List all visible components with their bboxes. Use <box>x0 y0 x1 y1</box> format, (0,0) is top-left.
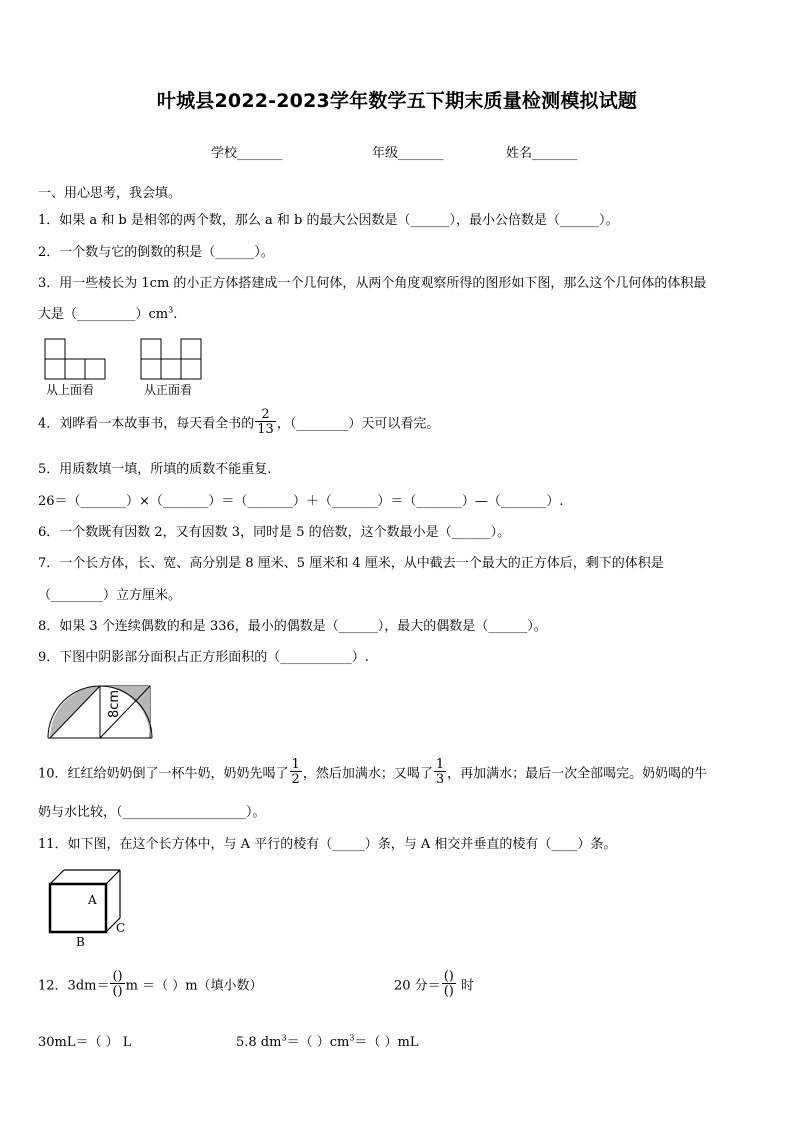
question-7-line1: 7．一个长方体，长、宽、高分别是 8 厘米、5 厘米和 4 厘米，从中截去一个最大的正方体后，剩下的体积是 <box>38 556 664 571</box>
q12-b-fraction <box>442 970 456 998</box>
school-field: 学校_______ <box>211 146 283 161</box>
label-a: A <box>88 893 97 907</box>
question-10-line2: 奶与水比较，（___________________）。 <box>38 805 266 820</box>
question-3-line2 <box>38 303 177 322</box>
question-9: 9．下图中阴影部分面积占正方形面积的（___________）. <box>38 650 369 665</box>
question-4 <box>38 408 439 436</box>
question-2: 2．一个数与它的倒数的积是（______）。 <box>38 245 274 260</box>
q4-rest: ，（________）天可以看完。 <box>276 416 440 432</box>
q3-end: . <box>173 307 178 322</box>
q10-fraction-2 <box>434 758 446 786</box>
q12-b-text: 20 分＝ <box>394 978 441 994</box>
q10-f2-denominator: 3 <box>435 772 445 787</box>
q12-b-rest: 时 <box>456 978 474 994</box>
q10-mid: ，然后加满水；又喝了 <box>302 766 433 782</box>
q12-d-sup1: 3 <box>281 1033 287 1043</box>
question-11: 11．如下图，在这个长方体中，与 A 平行的棱有（_____）条，与 A 相交并垂直的棱有（____）条。 <box>38 837 617 852</box>
q12-b-numerator: () <box>443 969 454 984</box>
q10-fraction-1 <box>290 758 302 786</box>
q12-a-rest: m ＝（ ）m（填小数） <box>125 978 263 994</box>
question-5-line2: 26＝（_______）×（_______）＝（_______）＋（_______）＝（_______）—（_______）. <box>38 494 564 509</box>
front-view-figure <box>140 338 210 382</box>
question-12-part-c: 30mL＝（ ） L <box>38 1035 132 1050</box>
q12-b-denominator: () <box>443 984 454 999</box>
top-view-figure <box>44 338 114 382</box>
q10-f1-numerator: 1 <box>291 757 300 772</box>
question-3-line1: 3．用一些棱长为 1cm 的小正方体搭建成一个几何体，从两个角度观察所得的图形如下图，那么这个几何体的体积最 <box>38 276 707 291</box>
grade-field: 年级_______ <box>372 146 444 161</box>
q12-a-numerator: () <box>112 969 123 984</box>
question-1: 1．如果 a 和 b 是相邻的两个数，那么 a 和 b 的最大公因数是（______），最小公倍数是（______）。 <box>38 213 619 228</box>
q10-f1-denominator: 2 <box>291 772 300 787</box>
name-field: 姓名_______ <box>506 146 578 161</box>
shaded-area-figure <box>44 680 154 742</box>
q4-fraction <box>255 408 276 436</box>
question-12-line1 <box>38 970 263 998</box>
q12-a-text: 12．3dm＝ <box>38 978 110 994</box>
question-12-part-d <box>236 1031 419 1050</box>
section-heading: 一、用心思考，我会填。 <box>38 186 182 201</box>
q12-d-sup2: 3 <box>349 1033 355 1043</box>
q10-f2-numerator: 1 <box>435 757 445 772</box>
q10-rest: ，再加满水；最后一次全部喝完。奶奶喝的牛 <box>447 766 708 782</box>
label-b: B <box>76 935 85 949</box>
cuboid-figure <box>44 866 134 950</box>
q12-d-mid: ＝（ ）cm <box>286 1035 350 1050</box>
q12-a-fraction <box>110 970 124 998</box>
question-8: 8．如果 3 个连续偶数的和是 336，最小的偶数是（______），最大的偶数是（______）。 <box>38 619 547 634</box>
question-10-line1 <box>38 758 707 786</box>
question-12-part-b <box>394 970 474 998</box>
q10-text: 10．红红给奶奶倒了一杯牛奶，奶奶先喝了 <box>38 766 289 782</box>
page-title: 叶城县2022-2023学年数学五下期末质量检测模拟试题 <box>156 90 638 112</box>
question-5-line1: 5．用质数填一填，所填的质数不能重复. <box>38 462 272 477</box>
q3-sup: 3 <box>168 305 174 315</box>
q12-d-text: 5.8 dm <box>236 1035 282 1050</box>
q12-a-denominator: () <box>112 984 123 999</box>
q4-numerator: 2 <box>261 407 270 422</box>
question-6: 6．一个数既有因数 2，又有因数 3，同时是 5 的倍数，这个数最小是（______）。 <box>38 525 511 540</box>
top-view-caption: 从上面看 <box>46 383 95 397</box>
q4-text: 4．刘晔看一本故事书，每天看全书的 <box>38 416 255 432</box>
q12-d-rest: ＝（ ）mL <box>354 1035 419 1050</box>
q3-text: 大是（_________）cm <box>38 307 169 322</box>
question-7-line2: （________）立方厘米。 <box>38 588 182 603</box>
q4-denominator: 13 <box>257 422 274 437</box>
front-view-caption: 从正面看 <box>144 383 193 397</box>
q9-label: 8cm <box>107 689 122 718</box>
label-c: C <box>116 921 126 935</box>
